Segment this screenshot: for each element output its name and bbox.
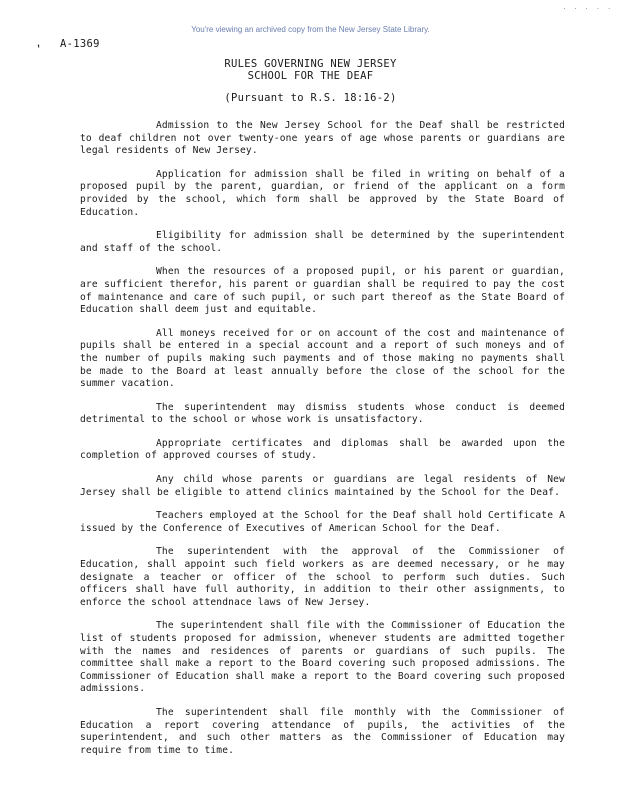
- paragraph-admission-list: The superintendent shall file with the Commissioner of Education the list of students proposed for admission, whenever students are admitted together with the names and residences of parents or guardians of such pupils. The committee shall make a report to the Board covering such proposed admissions. The Commissioner of Education shall make a report to the Board covering such proposed admissions.: [80, 620, 565, 695]
- paragraph-resources: When the resources of a proposed pupil, or his parent or guardian, are sufficient therefor, his parent or guardian shall be required to pay the cost of maintenance and care of such pupil, or such part thereof as the State Board of Education shall deem just and equitable.: [80, 266, 565, 316]
- paragraph-dismissal: The superintendent may dismiss students whose conduct is deemed detrimental to the school or whose work is unsatisfactory.: [80, 401, 565, 426]
- archive-banner: You're viewing an archived copy from the New Jersey State Library.: [191, 25, 430, 34]
- paragraph-application: Application for admission shall be filed in writing on behalf of a proposed pupil by the parent, guardian, or friend of the applicant on a form provided by the school, which form shall be approved by the State Board of Education.: [80, 168, 565, 218]
- document-id: A-1369: [60, 38, 100, 50]
- title-line-2: SCHOOL FOR THE DEAF: [247, 70, 374, 82]
- paragraph-clinics: Any child whose parents or guardians are legal residents of New Jersey shall be eligible to attend clinics maintained by the School for the Deaf.: [80, 474, 565, 498]
- corner-marks: . . . . .: [562, 4, 613, 11]
- paragraph-certificates: Appropriate certificates and diplomas shall be awarded upon the completion of approved courses of study.: [80, 437, 565, 462]
- paragraph-field-workers: The superintendent with the approval of the Commissioner of Education, shall appoint such field workers as are deemed necessary, or he may designate a teacher or officer of the school to perform such duties. Such officers shall have full authority, in addition to their other assignments, to enforce the school attendnace laws of New Jersey.: [80, 546, 565, 608]
- paragraph-admission: Admission to the New Jersey School for the Deaf shall be restricted to deaf children not over twenty-one years of age whose parents or guardians are legal residents of New Jersey.: [80, 120, 565, 157]
- paragraph-moneys: All moneys received for or on account of the cost and maintenance of pupils shall be entered in a special account and a report of such moneys and of the number of pupils making such payments and of those making no payments shall be made to the Board at least annually before the close of the school for the summer vacation.: [80, 327, 565, 390]
- paragraph-eligibility: Eligibility for admission shall be determined by the superintendent and staff of the school.: [80, 230, 565, 254]
- document-body: [80, 120, 565, 768]
- pursuant-statute: (Pursuant to R.S. 18:16-2): [224, 92, 397, 104]
- margin-mark: ’: [34, 43, 46, 56]
- paragraph-monthly-report: The superintendent shall file monthly with the Commissioner of Education a report covering attendance of pupils, the activities of the superintendent, and such other matters as the Commissioner of Education may require from time to time.: [80, 706, 565, 756]
- paragraph-teachers: Teachers employed at the School for the Deaf shall hold Certificate A issued by the Conference of Executives of American School for the Deaf.: [80, 510, 565, 534]
- document-title: [0, 58, 621, 82]
- title-line-1: RULES GOVERNING NEW JERSEY: [224, 58, 397, 70]
